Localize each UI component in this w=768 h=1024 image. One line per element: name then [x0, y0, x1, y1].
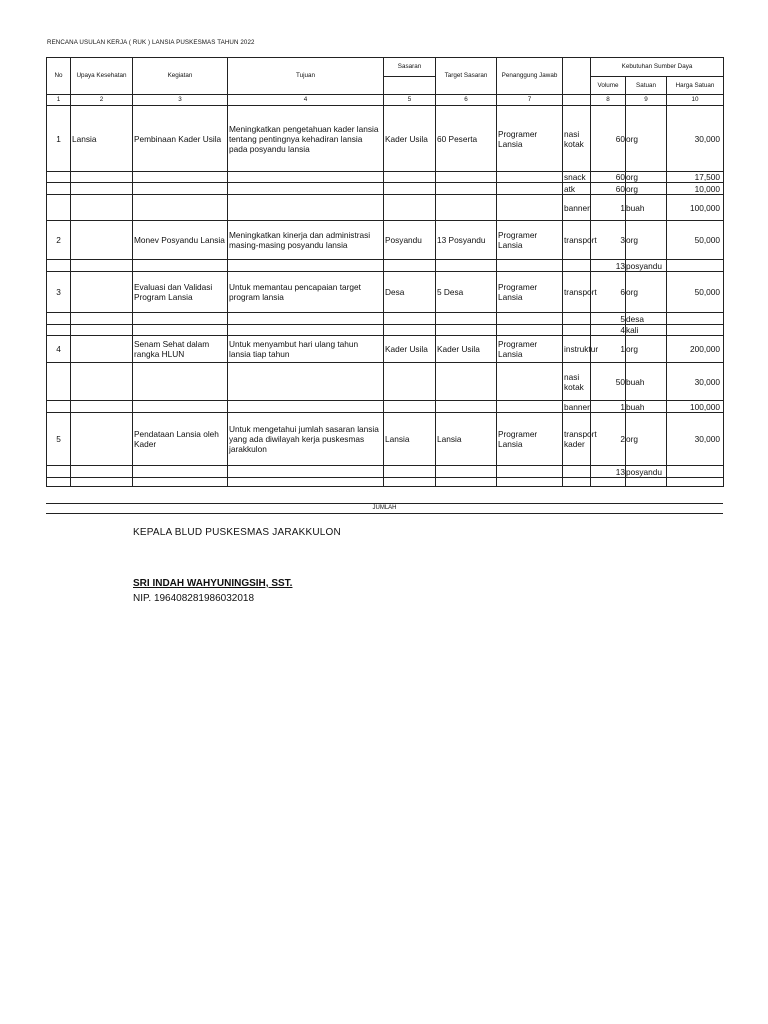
- row-harga: 10,000: [667, 183, 724, 195]
- row-no: 4: [47, 336, 71, 363]
- row-upaya: [71, 336, 133, 363]
- row-volume: 60: [591, 172, 626, 183]
- row-volume: 5: [591, 313, 626, 325]
- row-tujuan: [228, 313, 384, 325]
- row-upaya: [71, 478, 133, 487]
- row-volume: 1: [591, 336, 626, 363]
- table-row: [47, 466, 724, 478]
- row-kegiatan: [133, 260, 228, 272]
- row-tujuan: [228, 195, 384, 221]
- row-upaya: [71, 466, 133, 478]
- row-tujuan: [228, 466, 384, 478]
- row-volume: 4: [591, 325, 626, 336]
- row-sasaran: Kader Usila: [384, 106, 436, 172]
- document-title: RENCANA USULAN KERJA ( RUK ) LANSIA PUSKESMAS TAHUN 2022: [47, 39, 255, 46]
- signature-name: SRI INDAH WAHYUNINGSIH, SST.: [133, 578, 293, 589]
- row-target: 5 Desa: [436, 272, 497, 313]
- row-upaya: [71, 272, 133, 313]
- row-item: transport: [563, 272, 591, 313]
- table-row: [47, 413, 724, 466]
- row-kegiatan: Evaluasi dan Validasi Program Lansia: [133, 272, 228, 313]
- row-no: [47, 172, 71, 183]
- table-row: [47, 106, 724, 172]
- row-upaya: [71, 413, 133, 466]
- row-harga: [667, 313, 724, 325]
- row-kegiatan: [133, 172, 228, 183]
- table-row: [47, 221, 724, 260]
- row-item: [563, 325, 591, 336]
- table-row: [47, 336, 724, 363]
- row-no: [47, 183, 71, 195]
- row-target: [436, 172, 497, 183]
- col-number: 10: [667, 95, 724, 106]
- row-volume: 60: [591, 183, 626, 195]
- table-row: [47, 272, 724, 313]
- col-number-blank: [563, 95, 591, 106]
- row-pj: [497, 325, 563, 336]
- row-satuan: org: [626, 172, 667, 183]
- row-harga: 100,000: [667, 195, 724, 221]
- row-kegiatan: [133, 478, 228, 487]
- row-sasaran: [384, 313, 436, 325]
- header-sasaran: Sasaran: [384, 58, 436, 77]
- col-number: 1: [47, 95, 71, 106]
- row-tujuan: [228, 401, 384, 413]
- row-satuan: org: [626, 272, 667, 313]
- row-item: transport kader: [563, 413, 591, 466]
- header-tujuan: Tujuan: [228, 58, 384, 95]
- row-target: [436, 313, 497, 325]
- row-sasaran: Lansia: [384, 413, 436, 466]
- row-kegiatan: [133, 195, 228, 221]
- row-sasaran: [384, 401, 436, 413]
- row-kegiatan: Senam Sehat dalam rangka HLUN: [133, 336, 228, 363]
- row-harga: 200,000: [667, 336, 724, 363]
- col-number: 8: [591, 95, 626, 106]
- row-target: [436, 401, 497, 413]
- row-sasaran: Desa: [384, 272, 436, 313]
- col-number: 6: [436, 95, 497, 106]
- row-pj: Programer Lansia: [497, 221, 563, 260]
- row-satuan: org: [626, 413, 667, 466]
- header-kegiatan: Kegiatan: [133, 58, 228, 95]
- row-no: 3: [47, 272, 71, 313]
- row-sasaran: Kader Usila: [384, 336, 436, 363]
- col-number: 3: [133, 95, 228, 106]
- row-harga: 30,000: [667, 413, 724, 466]
- row-volume: 13: [591, 260, 626, 272]
- row-target: [436, 260, 497, 272]
- row-harga: 100,000: [667, 401, 724, 413]
- row-harga: 17,500: [667, 172, 724, 183]
- row-upaya: [71, 183, 133, 195]
- row-no: [47, 195, 71, 221]
- row-no: [47, 478, 71, 487]
- row-item: [563, 313, 591, 325]
- row-item: [563, 260, 591, 272]
- row-no: [47, 401, 71, 413]
- row-no: [47, 325, 71, 336]
- row-target: [436, 183, 497, 195]
- row-harga: 50,000: [667, 221, 724, 260]
- row-tujuan: Meningkatkan kinerja dan administrasi masing-masing posyandu lansia: [228, 221, 384, 260]
- row-volume: [591, 478, 626, 487]
- row-pj: [497, 172, 563, 183]
- row-upaya: [71, 172, 133, 183]
- row-kegiatan: [133, 325, 228, 336]
- row-kegiatan: [133, 401, 228, 413]
- row-sasaran: [384, 172, 436, 183]
- row-kegiatan: [133, 466, 228, 478]
- header-kebutuhan: Kebutuhan Sumber Daya: [591, 58, 724, 77]
- jumlah-row: JUMLAH: [46, 503, 723, 514]
- row-sasaran: Posyandu: [384, 221, 436, 260]
- row-pj: [497, 466, 563, 478]
- table-body: [47, 106, 724, 487]
- row-volume: 50: [591, 363, 626, 401]
- row-pj: [497, 313, 563, 325]
- row-upaya: [71, 363, 133, 401]
- row-sasaran: [384, 325, 436, 336]
- row-satuan: buah: [626, 401, 667, 413]
- row-harga: 50,000: [667, 272, 724, 313]
- row-upaya: Lansia: [71, 106, 133, 172]
- header-sasaran-blank: [384, 77, 436, 95]
- table-row: [47, 260, 724, 272]
- row-no: [47, 466, 71, 478]
- row-tujuan: [228, 325, 384, 336]
- table-row: [47, 195, 724, 221]
- row-sasaran: [384, 183, 436, 195]
- row-pj: Programer Lansia: [497, 336, 563, 363]
- row-no: [47, 260, 71, 272]
- header-no: No: [47, 58, 71, 95]
- row-sasaran: [384, 363, 436, 401]
- header-upaya: Upaya Kesehatan: [71, 58, 133, 95]
- row-no: 2: [47, 221, 71, 260]
- row-harga: [667, 478, 724, 487]
- row-target: [436, 466, 497, 478]
- row-tujuan: Untuk mengetahui jumlah sasaran lansia yang ada diwilayah kerja puskesmas jarakkulon: [228, 413, 384, 466]
- row-tujuan: [228, 363, 384, 401]
- row-upaya: [71, 195, 133, 221]
- row-upaya: [71, 325, 133, 336]
- table-row: [47, 363, 724, 401]
- row-tujuan: [228, 183, 384, 195]
- row-satuan: kali: [626, 325, 667, 336]
- row-target: Kader Usila: [436, 336, 497, 363]
- row-harga: 30,000: [667, 106, 724, 172]
- row-satuan: org: [626, 221, 667, 260]
- row-upaya: [71, 401, 133, 413]
- row-volume: 1: [591, 195, 626, 221]
- header-volume: Volume: [591, 77, 626, 95]
- row-item: banner: [563, 195, 591, 221]
- row-no: 5: [47, 413, 71, 466]
- row-tujuan: [228, 478, 384, 487]
- row-harga: [667, 325, 724, 336]
- row-target: 13 Posyandu: [436, 221, 497, 260]
- row-tujuan: Meningkatkan pengetahuan kader lansia tentang pentingnya kehadiran lansia pada posyandu lansia: [228, 106, 384, 172]
- row-no: 1: [47, 106, 71, 172]
- row-kegiatan: [133, 313, 228, 325]
- header-satuan: Satuan: [626, 77, 667, 95]
- row-target: [436, 195, 497, 221]
- row-volume: 60: [591, 106, 626, 172]
- row-tujuan: Untuk menyambut hari ulang tahun lansia tiap tahun: [228, 336, 384, 363]
- row-no: [47, 313, 71, 325]
- row-sasaran: [384, 260, 436, 272]
- row-item: snack: [563, 172, 591, 183]
- row-sasaran: [384, 466, 436, 478]
- col-number: 9: [626, 95, 667, 106]
- row-volume: 3: [591, 221, 626, 260]
- row-upaya: [71, 260, 133, 272]
- row-target: [436, 478, 497, 487]
- row-sasaran: [384, 478, 436, 487]
- table-row: [47, 478, 724, 487]
- header-item: [563, 58, 591, 95]
- row-pj: Programer Lansia: [497, 413, 563, 466]
- row-pj: Programer Lansia: [497, 106, 563, 172]
- row-harga: 30,000: [667, 363, 724, 401]
- row-satuan: buah: [626, 363, 667, 401]
- row-pj: [497, 401, 563, 413]
- row-item: [563, 478, 591, 487]
- row-upaya: [71, 313, 133, 325]
- row-pj: [497, 363, 563, 401]
- row-satuan: posyandu: [626, 260, 667, 272]
- table-row: [47, 401, 724, 413]
- signature-position: KEPALA BLUD PUSKESMAS JARAKKULON: [133, 527, 341, 538]
- col-number: 5: [384, 95, 436, 106]
- row-satuan: buah: [626, 195, 667, 221]
- row-satuan: posyandu: [626, 466, 667, 478]
- row-satuan: org: [626, 106, 667, 172]
- row-target: Lansia: [436, 413, 497, 466]
- row-tujuan: [228, 260, 384, 272]
- row-satuan: [626, 478, 667, 487]
- row-tujuan: Untuk memantau pencapaian target program lansia: [228, 272, 384, 313]
- row-item: nasi kotak: [563, 363, 591, 401]
- row-volume: 13: [591, 466, 626, 478]
- row-satuan: desa: [626, 313, 667, 325]
- row-item: instruktur: [563, 336, 591, 363]
- row-tujuan: [228, 172, 384, 183]
- header-harga: Harga Satuan: [667, 77, 724, 95]
- row-item: transport: [563, 221, 591, 260]
- row-sasaran: [384, 195, 436, 221]
- col-number: 4: [228, 95, 384, 106]
- table-row: [47, 172, 724, 183]
- row-harga: [667, 260, 724, 272]
- row-kegiatan: Monev Posyandu Lansia: [133, 221, 228, 260]
- row-kegiatan: Pembinaan Kader Usila: [133, 106, 228, 172]
- row-target: [436, 325, 497, 336]
- signature-nip: NIP. 196408281986032018: [133, 593, 255, 604]
- row-pj: [497, 195, 563, 221]
- row-volume: 6: [591, 272, 626, 313]
- row-pj: Programer Lansia: [497, 272, 563, 313]
- table-row: [47, 183, 724, 195]
- row-kegiatan: Pendataan Lansia oleh Kader: [133, 413, 228, 466]
- row-target: [436, 363, 497, 401]
- row-kegiatan: [133, 363, 228, 401]
- col-number: 7: [497, 95, 563, 106]
- row-satuan: org: [626, 183, 667, 195]
- row-no: [47, 363, 71, 401]
- row-item: atk: [563, 183, 591, 195]
- row-pj: [497, 183, 563, 195]
- row-target: 60 Peserta: [436, 106, 497, 172]
- table-row: [47, 325, 724, 336]
- header-target: Target Sasaran: [436, 58, 497, 95]
- col-number: 2: [71, 95, 133, 106]
- table-row: [47, 313, 724, 325]
- row-kegiatan: [133, 183, 228, 195]
- row-item: nasi kotak: [563, 106, 591, 172]
- ruk-table: [46, 57, 724, 487]
- row-upaya: [71, 221, 133, 260]
- row-volume: 2: [591, 413, 626, 466]
- row-item: [563, 466, 591, 478]
- header-pj: Penanggung Jawab: [497, 58, 563, 95]
- row-volume: 1: [591, 401, 626, 413]
- row-pj: [497, 478, 563, 487]
- row-satuan: org: [626, 336, 667, 363]
- row-pj: [497, 260, 563, 272]
- row-item: banner: [564, 401, 590, 412]
- row-harga: [667, 466, 724, 478]
